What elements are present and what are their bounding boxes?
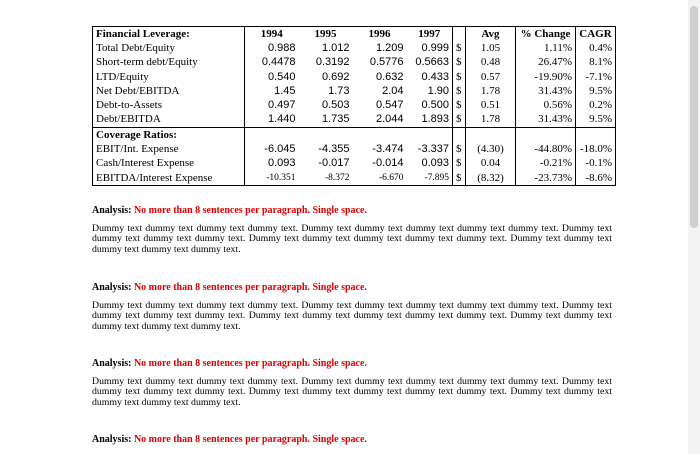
table-row (93, 41, 616, 55)
cell-pct-change: -19.90% (516, 70, 576, 84)
cell-1996: 0.632 (375, 70, 404, 83)
cell-1996: 0.5776 (369, 56, 404, 69)
cell-1996: 1.209 (375, 41, 404, 54)
cell-1997: 0.500 (421, 99, 449, 112)
cell-1994: 0.4478 (261, 56, 296, 69)
analysis-label: Analysis: (92, 205, 132, 216)
cell-cagr: 0.2% (576, 98, 616, 112)
table-row (93, 84, 616, 98)
cell-dollar-symbol: $ (453, 70, 466, 84)
empty-cell (407, 128, 453, 143)
cell-dollar-symbol: $ (453, 56, 466, 70)
cell-1997: 0.5663 (415, 56, 449, 69)
header-year-1996: 1996 (353, 27, 407, 42)
analysis-paragraph: Dummy text dummy text dummy text dummy text. Dummy text dummy text dummy text dummy text dummy text. Dummy text dummy text dummy text dummy text. Dummy text dummy text dummy text dummy text dummy text. Dummy text dummy text dummy text dummy text dummy text. (92, 223, 612, 255)
cell-1997: -3.337 (417, 143, 449, 156)
cell-1997: 1.90 (427, 84, 449, 97)
empty-cell (245, 128, 299, 143)
header-financial-leverage: Financial Leverage: (93, 27, 245, 42)
cell-pct-change: 31.43% (516, 84, 576, 98)
cell-pct-change: -44.80% (516, 142, 576, 156)
cell-avg: (8.32) (466, 171, 516, 186)
analysis-instruction: No more than 8 sentences per paragraph. Single space. (133, 434, 367, 445)
cell-1994: 0.988 (267, 41, 296, 54)
cell-1995: 0.503 (321, 99, 350, 112)
cell-1994: 1.440 (245, 113, 299, 128)
header-year-1995: 1995 (299, 27, 353, 42)
cell-dollar-symbol: $ (453, 171, 466, 186)
row-label: EBIT/Int. Expense (93, 142, 245, 156)
table-row (93, 171, 616, 186)
cell-pct-change: 26.47% (516, 56, 576, 70)
table-row (93, 70, 616, 84)
empty-cell (453, 128, 466, 143)
cell-pct-change: 1.11% (516, 41, 576, 55)
cell-1994: 0.540 (267, 70, 296, 83)
financial-ratios-table (92, 26, 616, 186)
cell-avg: 1.78 (466, 84, 516, 98)
cell-1995: -4.355 (318, 143, 350, 156)
analysis-instruction: No more than 8 sentences per paragraph. Single space. (133, 282, 367, 293)
cell-1996: -6.670 (353, 171, 407, 186)
cell-dollar-symbol: $ (453, 142, 466, 156)
cell-1995: -0.017 (318, 157, 350, 170)
cell-cagr: -0.1% (576, 157, 616, 171)
empty-cell (576, 128, 616, 143)
cell-dollar-symbol: $ (453, 41, 466, 55)
vertical-scrollbar[interactable] (688, 0, 700, 454)
cell-1995: 1.012 (321, 41, 350, 54)
empty-cell (466, 128, 516, 143)
header-coverage-ratios: Coverage Ratios: (93, 128, 245, 143)
header-cagr: CAGR (576, 27, 616, 42)
analysis-section-4 (92, 434, 612, 453)
cell-1997: 0.433 (421, 70, 449, 83)
row-label: Debt/EBITDA (93, 113, 245, 128)
header-year-1994: 1994 (245, 27, 299, 42)
cell-avg: 1.78 (466, 113, 516, 128)
cell-dollar-symbol: $ (453, 84, 466, 98)
cell-1997: 1.893 (407, 113, 453, 128)
table-header-row (93, 27, 616, 42)
row-label: Total Debt/Equity (93, 41, 245, 55)
cell-1997: -7.895 (407, 171, 453, 186)
empty-cell (299, 128, 353, 143)
analysis-label: Analysis: (92, 358, 132, 369)
cell-1995: 0.3192 (315, 56, 350, 69)
row-label: Cash/Interest Expense (93, 157, 245, 171)
coverage-header-row (93, 128, 616, 143)
analysis-paragraph: Dummy text dummy text dummy text dummy text. Dummy text dummy text dummy text dummy text dummy text. Dummy text dummy text dummy text dummy text. Dummy text dummy text dummy text dummy text dummy text. Dummy text dummy text dummy text dummy text dummy text. (92, 300, 612, 332)
cell-avg: 0.04 (466, 157, 516, 171)
cell-1994: 1.45 (274, 84, 296, 97)
cell-1994: 0.497 (267, 99, 296, 112)
cell-cagr: 0.4% (576, 41, 616, 55)
cell-cagr: -8.6% (576, 171, 616, 186)
cell-dollar-symbol: $ (453, 157, 466, 171)
table-row (93, 142, 616, 156)
analysis-section-2 (92, 282, 612, 332)
cell-1994: -10.351 (245, 171, 299, 186)
cell-1995: 1.73 (328, 84, 350, 97)
cell-cagr: 9.5% (576, 84, 616, 98)
analysis-instruction: No more than 8 sentences per paragraph. Single space. (133, 358, 367, 369)
cell-dollar-symbol: $ (453, 98, 466, 112)
empty-cell (516, 128, 576, 143)
analysis-label: Analysis: (92, 434, 132, 445)
cell-pct-change: 31.43% (516, 113, 576, 128)
cell-1997: 0.093 (421, 157, 449, 170)
analysis-section-1 (92, 205, 612, 255)
cell-1996: -3.474 (372, 143, 404, 156)
cell-avg: 0.57 (466, 70, 516, 84)
analysis-paragraph: Dummy text dummy text dummy text dummy text. Dummy text dummy text dummy text dummy text dummy text. Dummy text dummy text dummy text dummy text. Dummy text dummy text dummy text dummy text dummy text. Dummy text dummy text dummy text dummy text dummy text. (92, 376, 612, 408)
table-row (93, 98, 616, 112)
cell-pct-change: -0.21% (516, 157, 576, 171)
cell-pct-change: -23.73% (516, 171, 576, 186)
table-row (93, 157, 616, 171)
empty-cell (353, 128, 407, 143)
header-year-1997: 1997 (407, 27, 453, 42)
cell-1996: 2.04 (382, 84, 404, 97)
row-label: LTD/Equity (93, 70, 245, 84)
cell-cagr: -7.1% (576, 70, 616, 84)
row-label: EBITDA/Interest Expense (93, 171, 245, 186)
cell-avg: 1.05 (466, 41, 516, 55)
cell-1997: 0.999 (421, 41, 449, 54)
cell-1995: 0.692 (321, 70, 350, 83)
cell-cagr: 9.5% (576, 113, 616, 128)
analysis-heading (92, 434, 612, 446)
analysis-section-3 (92, 358, 612, 408)
cell-pct-change: 0.56% (516, 98, 576, 112)
analysis-heading (92, 358, 612, 370)
row-label: Net Debt/EBITDA (93, 84, 245, 98)
cell-dollar-symbol: $ (453, 113, 466, 128)
cell-avg: 0.48 (466, 56, 516, 70)
table-row (93, 56, 616, 70)
cell-1995: -8.372 (299, 171, 353, 186)
analysis-heading (92, 205, 612, 217)
header-symbol-spacer (453, 27, 466, 42)
row-label: Short-term debt/Equity (93, 56, 245, 70)
table-row (93, 113, 616, 128)
analysis-heading (92, 282, 612, 294)
header-pct-change: % Change (516, 27, 576, 42)
cell-avg: 0.51 (466, 98, 516, 112)
cell-1996: 2.044 (353, 113, 407, 128)
analysis-label: Analysis: (92, 282, 132, 293)
cell-cagr: 8.1% (576, 56, 616, 70)
cell-1996: -0.014 (372, 157, 404, 170)
cell-1994: -6.045 (264, 143, 296, 156)
row-label: Debt-to-Assets (93, 98, 245, 112)
cell-avg: (4.30) (466, 142, 516, 156)
cell-1996: 0.547 (375, 99, 404, 112)
cell-1995: 1.735 (299, 113, 353, 128)
header-avg: Avg (466, 27, 516, 42)
scrollbar-thumb[interactable] (690, 6, 698, 228)
cell-cagr: -18.0% (576, 142, 616, 156)
analysis-instruction: No more than 8 sentences per paragraph. Single space. (133, 205, 367, 216)
cell-1994: 0.093 (267, 157, 296, 170)
